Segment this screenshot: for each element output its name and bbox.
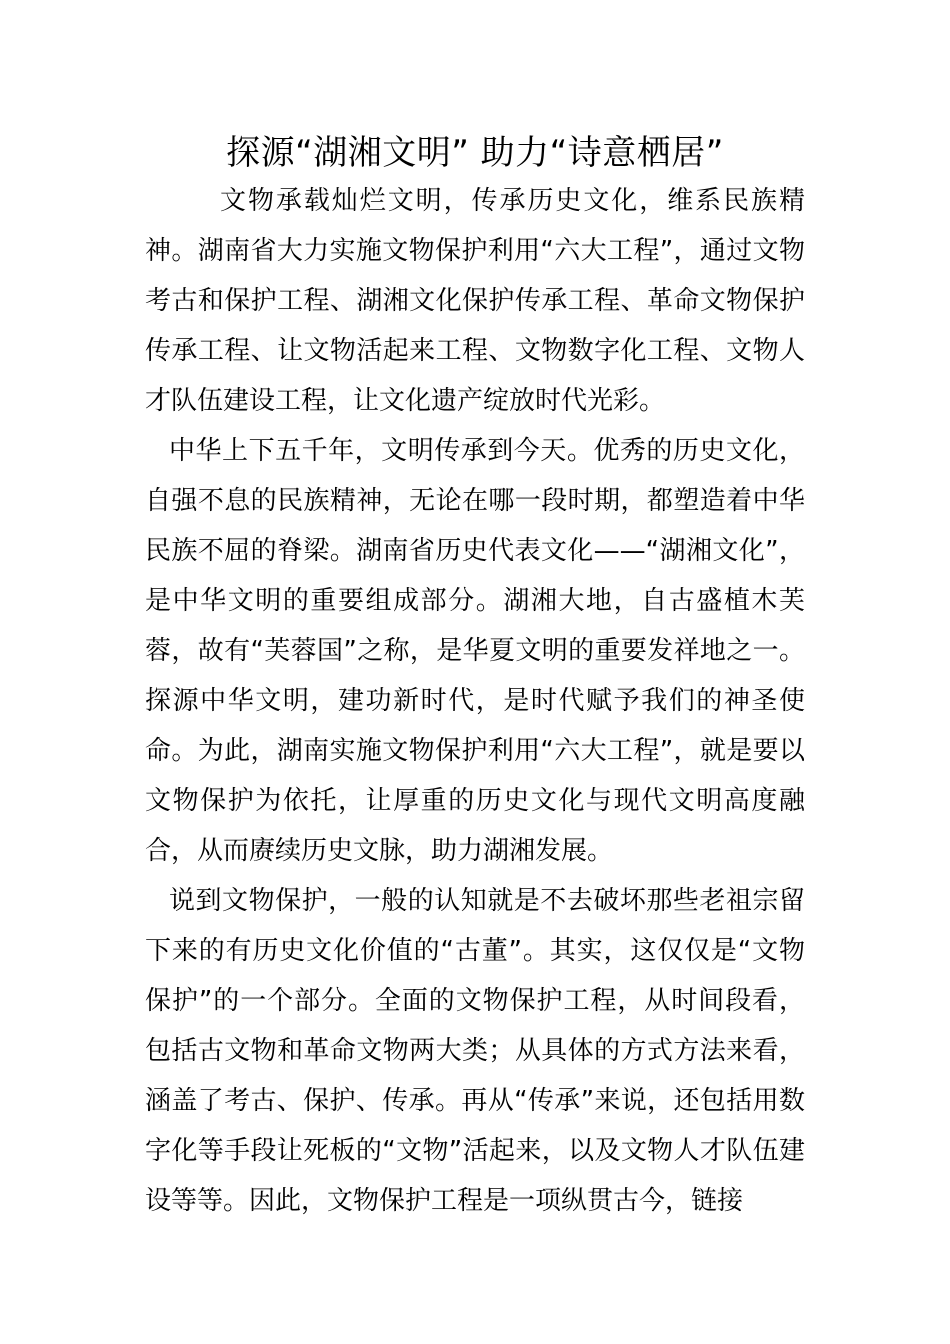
paragraph-1: 文物承载灿烂文明，传承历史文化，维系民族精神。湖南省大力实施文物保护利用“六大工程”，通过文物考古和保护工程、湖湘文化保护传承工程、革命文物保护传承工程、让文物活起来工程、文物数字化工程、文物人才队伍建设工程，让文化遗产绽放时代光彩。: [145, 186, 805, 416]
document-body: [145, 176, 805, 1226]
document-title: 探源“湖湘文明” 助力“诗意栖居”: [226, 133, 724, 173]
paragraph-3: 说到文物保护，一般的认知就是不去破坏那些老祖宗留下来的有历史文化价值的“古董”。其实，这仅仅是“文物保护”的一个部分。全面的文物保护工程，从时间段看，包括古文物和革命文物两大类；从具体的方式方法来看，涵盖了考古、保护、传承。再从“传承”来说，还包括用数字化等手段让死板的“文物”活起来，以及文物人才队伍建设等等。因此，文物保护工程是一项纵贯古今，链接: [145, 886, 805, 1216]
paragraph-2: 中华上下五千年，文明传承到今天。优秀的历史文化，自强不息的民族精神，无论在哪一段时期，都塑造着中华民族不屈的脊梁。湖南省历史代表文化——“湖湘文化”，是中华文明的重要组成部分。湖湘大地，自古盛植木芙蓉，故有“芙蓉国”之称，是华夏文明的重要发祥地之一。探源中华文明，建功新时代，是时代赋予我们的神圣使命。为此，湖南实施文物保护利用“六大工程”，就是要以文物保护为依托，让厚重的历史文化与现代文明高度融合，从而赓续历史文脉，助力湖湘发展。: [145, 436, 805, 866]
